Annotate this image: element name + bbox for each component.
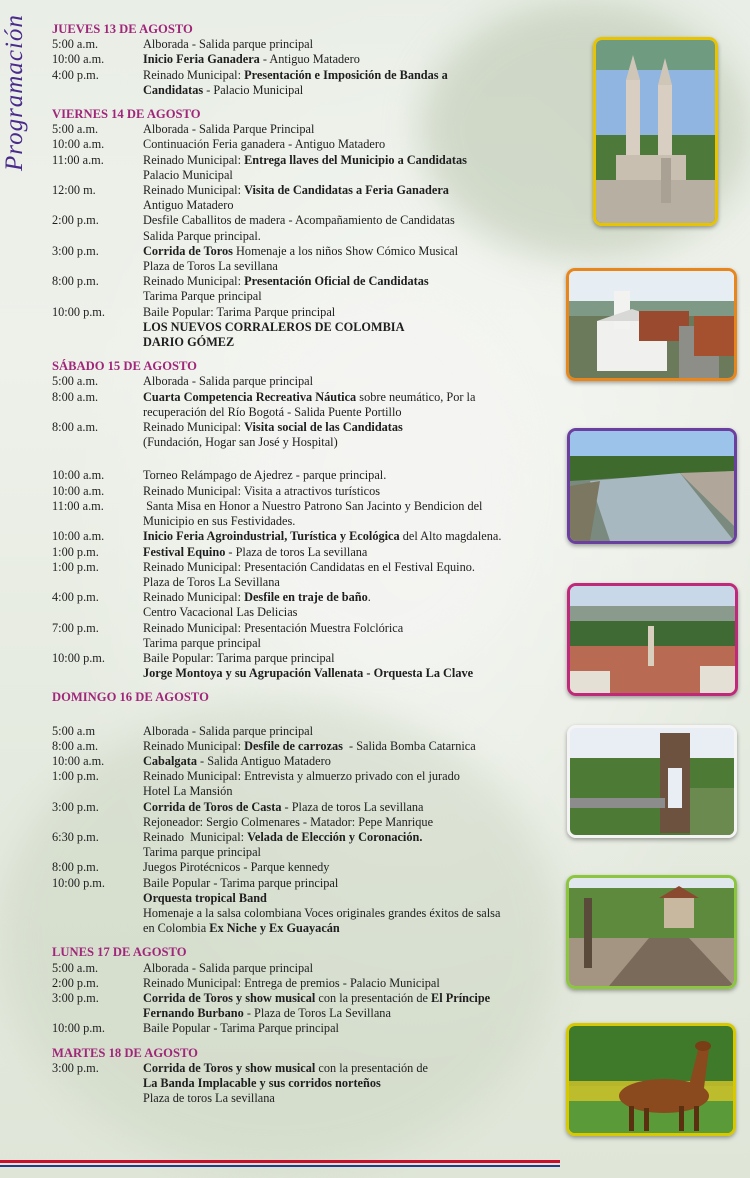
event-text: - Salida Bomba Catarnica bbox=[342, 738, 476, 753]
event-line bbox=[143, 320, 552, 335]
event-row bbox=[52, 529, 552, 544]
day-heading: DOMINGO 16 DE AGOSTO bbox=[52, 690, 209, 705]
event-description bbox=[143, 137, 552, 152]
event-text: - Plaza de toros La sevillana bbox=[281, 799, 424, 814]
event-time: 8:00 a.m. bbox=[52, 420, 99, 435]
event-time: 4:00 p.m. bbox=[52, 590, 99, 605]
event-text-bold: Visita de Candidatas a Feria Ganadera bbox=[244, 183, 449, 198]
event-text: Alborada - Salida parque principal bbox=[143, 723, 314, 738]
event-line bbox=[143, 122, 552, 137]
event-text-bold: Festival Equino bbox=[143, 544, 226, 559]
event-line bbox=[143, 605, 552, 620]
footer-line-red bbox=[0, 1160, 560, 1163]
event-line bbox=[143, 305, 552, 320]
event-description bbox=[143, 37, 552, 52]
event-line bbox=[143, 183, 552, 198]
event-text: Hotel La Mansión bbox=[143, 784, 233, 799]
event-text: Plaza de Toros La Sevillana bbox=[143, 574, 280, 589]
event-text-bold: LOS NUEVOS CORRALEROS DE COLOMBIA bbox=[143, 319, 405, 334]
event-text: Reinado Municipal: bbox=[143, 274, 245, 289]
event-text: con la presentación de bbox=[315, 990, 432, 1005]
event-time: 8:00 p.m. bbox=[52, 274, 99, 289]
event-description bbox=[143, 739, 552, 754]
event-line bbox=[143, 545, 552, 560]
event-text: Reinado Municipal: Presentación Candidatas en el Festival Equino. bbox=[143, 559, 475, 574]
event-line bbox=[143, 651, 552, 666]
event-row bbox=[52, 976, 552, 991]
event-text: Reinado Municipal: bbox=[143, 590, 245, 605]
event-text: Juegos Pirotécnicos - Parque kennedy bbox=[143, 860, 330, 875]
event-text: Continuación Feria ganadera - Antiguo Matadero bbox=[143, 137, 386, 152]
event-row bbox=[52, 244, 552, 274]
event-description bbox=[143, 1061, 552, 1107]
event-time: 12:00 m. bbox=[52, 183, 96, 198]
event-row bbox=[52, 961, 552, 976]
program-list bbox=[52, 22, 552, 1106]
event-text: - Plaza de toros La sevillana bbox=[225, 544, 368, 559]
event-line bbox=[143, 244, 552, 259]
event-line bbox=[143, 724, 552, 739]
event-description bbox=[143, 122, 552, 137]
event-description bbox=[143, 68, 552, 98]
event-row bbox=[52, 830, 552, 860]
event-line bbox=[143, 860, 552, 875]
event-description bbox=[143, 800, 552, 830]
event-row bbox=[52, 68, 552, 98]
event-text-bold: Entrega llaves del Municipio a Candidatas bbox=[244, 152, 467, 167]
event-time: 10:00 a.m. bbox=[52, 137, 105, 152]
event-line bbox=[143, 754, 552, 769]
event-time: 4:00 p.m. bbox=[52, 67, 99, 82]
event-time: 8:00 a.m. bbox=[52, 389, 99, 404]
event-text: Reinado Municipal: bbox=[143, 738, 245, 753]
event-description bbox=[143, 1021, 552, 1036]
event-text-bold: DARIO GÓMEZ bbox=[143, 335, 235, 350]
event-description bbox=[143, 651, 552, 681]
event-line bbox=[143, 769, 552, 784]
event-text: Plaza de Toros La sevillana bbox=[143, 259, 278, 274]
event-line bbox=[143, 168, 552, 183]
event-text: del Alto magdalena. bbox=[399, 529, 502, 544]
event-row bbox=[52, 37, 552, 52]
event-time: 10:00 a.m. bbox=[52, 529, 105, 544]
event-time: 10:00 a.m. bbox=[52, 468, 105, 483]
event-text: Tarima parque principal bbox=[143, 635, 261, 650]
photo-park-kiosk bbox=[566, 875, 737, 989]
event-line bbox=[143, 976, 552, 991]
event-description bbox=[143, 468, 552, 483]
event-row bbox=[52, 876, 552, 937]
event-line bbox=[143, 435, 552, 450]
event-time: 10:00 p.m. bbox=[52, 1021, 105, 1036]
event-row bbox=[52, 499, 552, 529]
event-line bbox=[143, 876, 552, 891]
event-time: 3:00 p.m. bbox=[52, 1060, 99, 1075]
event-line bbox=[143, 921, 552, 936]
event-row bbox=[52, 1021, 552, 1036]
event-row bbox=[52, 590, 552, 620]
event-text: . bbox=[367, 590, 371, 605]
event-description bbox=[143, 390, 552, 420]
event-line bbox=[143, 621, 552, 636]
event-line bbox=[143, 1076, 552, 1091]
event-line bbox=[143, 575, 552, 590]
event-description bbox=[143, 420, 552, 450]
event-line bbox=[143, 335, 552, 350]
event-text: Reinado Municipal: bbox=[143, 420, 245, 435]
event-text-bold: Cuarta Competencia Recreativa Náutica bbox=[143, 389, 357, 404]
event-text: Reinado Municipal: Visita a atractivos turísticos bbox=[143, 483, 381, 498]
event-text: (Fundación, Hogar san José y Hospital) bbox=[143, 435, 338, 450]
event-line bbox=[143, 739, 552, 754]
event-row bbox=[52, 52, 552, 67]
event-row bbox=[52, 484, 552, 499]
event-description bbox=[143, 244, 552, 274]
event-line bbox=[143, 274, 552, 289]
day-heading: SÁBADO 15 DE AGOSTO bbox=[52, 359, 197, 374]
event-text-bold: Corrida de Toros bbox=[143, 243, 233, 258]
event-line bbox=[143, 636, 552, 651]
event-text-bold: Candidatas bbox=[143, 82, 204, 97]
event-text: Baile Popular: Tarima Parque principal bbox=[143, 304, 336, 319]
event-line bbox=[143, 198, 552, 213]
event-row bbox=[52, 769, 552, 799]
event-row bbox=[52, 545, 552, 560]
event-description bbox=[143, 961, 552, 976]
event-text: Palacio Municipal bbox=[143, 167, 233, 182]
event-text: Reinado Municipal: bbox=[143, 67, 245, 82]
event-time: 11:00 a.m. bbox=[52, 498, 104, 513]
event-line bbox=[143, 229, 552, 244]
event-text: Baile Popular - Tarima Parque principal bbox=[143, 1021, 339, 1036]
event-row bbox=[52, 991, 552, 1021]
event-text-bold: Desfile de carrozas bbox=[244, 738, 343, 753]
event-text-bold: Jorge Montoya y su Agrupación Vallenata - Orquesta La Clave bbox=[143, 666, 474, 681]
event-text-bold: Corrida de Toros y show musical bbox=[143, 990, 316, 1005]
event-line bbox=[143, 529, 552, 544]
event-time: 3:00 p.m. bbox=[52, 990, 99, 1005]
event-text: - Palacio Municipal bbox=[203, 82, 304, 97]
event-line bbox=[143, 1021, 552, 1036]
event-description bbox=[143, 560, 552, 590]
event-time: 8:00 p.m. bbox=[52, 860, 99, 875]
event-row bbox=[52, 274, 552, 304]
footer-line-blue bbox=[0, 1165, 560, 1167]
event-line bbox=[143, 1061, 552, 1076]
event-text: sobre neumático, Por la bbox=[356, 389, 476, 404]
event-time: 5:00 a.m. bbox=[52, 122, 99, 137]
photo-horse bbox=[566, 1023, 736, 1136]
event-text-bold: Inicio Feria Agroindustrial, Turística y Ecológica bbox=[143, 529, 400, 544]
event-time: 1:00 p.m. bbox=[52, 769, 99, 784]
event-line bbox=[143, 560, 552, 575]
event-text: Reinado Municipal: Entrega de premios - Palacio Municipal bbox=[143, 975, 440, 990]
event-description bbox=[143, 754, 552, 769]
photo-church-towers bbox=[593, 37, 718, 226]
event-time: 8:00 a.m. bbox=[52, 738, 99, 753]
event-line bbox=[143, 845, 552, 860]
event-row bbox=[52, 800, 552, 830]
event-line bbox=[143, 468, 552, 483]
event-line bbox=[143, 906, 552, 921]
event-row bbox=[52, 420, 552, 450]
event-description bbox=[143, 499, 552, 529]
event-line bbox=[143, 52, 552, 67]
event-row bbox=[52, 122, 552, 137]
event-row bbox=[52, 651, 552, 681]
event-line bbox=[143, 830, 552, 845]
event-line bbox=[143, 37, 552, 52]
event-text-bold: La Banda Implacable y sus corridos norteños bbox=[143, 1076, 381, 1090]
event-time: 11:00 a.m. bbox=[52, 152, 104, 167]
event-description bbox=[143, 876, 552, 937]
event-line bbox=[143, 68, 552, 83]
event-description bbox=[143, 545, 552, 560]
event-description bbox=[143, 213, 552, 243]
event-text: Baile Popular - Tarima parque principal bbox=[143, 875, 339, 890]
event-time: 10:00 a.m. bbox=[52, 483, 105, 498]
event-text: - Salida Antiguo Matadero bbox=[196, 753, 331, 768]
event-text: Alborada - Salida Parque Principal bbox=[143, 122, 315, 137]
event-time: 2:00 p.m. bbox=[52, 975, 99, 990]
event-text: Plaza de toros La sevillana bbox=[143, 1091, 275, 1106]
event-text: Homenaje a la salsa colombiana Voces originales grandes éxitos de salsa bbox=[143, 905, 501, 920]
event-row bbox=[52, 860, 552, 875]
event-text: Reinado Municipal: bbox=[143, 829, 248, 844]
event-text: Salida Parque principal. bbox=[143, 228, 261, 243]
day-heading: JUEVES 13 DE AGOSTO bbox=[52, 22, 193, 36]
event-line bbox=[143, 484, 552, 499]
event-time: 2:00 p.m. bbox=[52, 213, 99, 228]
event-description bbox=[143, 529, 552, 544]
event-text-bold: Velada de Elección y Coronación. bbox=[247, 829, 423, 844]
event-row bbox=[52, 621, 552, 651]
event-text: Alborada - Salida parque principal bbox=[143, 374, 314, 389]
event-line bbox=[143, 83, 552, 98]
event-description bbox=[143, 590, 552, 620]
event-line bbox=[143, 374, 552, 389]
event-text: recuperación del Río Bogotá - Salida Puente Portillo bbox=[143, 404, 402, 419]
event-row bbox=[52, 468, 552, 483]
event-text: - Antiguo Matadero bbox=[259, 52, 360, 67]
event-line bbox=[143, 289, 552, 304]
event-text-bold: Desfile en traje de baño bbox=[244, 590, 368, 605]
event-time: 5:00 a.m. bbox=[52, 374, 99, 389]
event-line bbox=[143, 784, 552, 799]
event-text-bold: Orquesta tropical Band bbox=[143, 890, 267, 905]
event-description bbox=[143, 976, 552, 991]
event-text: Homenaje a los niños Show Cómico Musical bbox=[232, 243, 459, 258]
event-row bbox=[52, 1061, 552, 1107]
event-line bbox=[143, 259, 552, 274]
event-description bbox=[143, 991, 552, 1021]
event-text: Reinado Municipal: Presentación Muestra Folclórica bbox=[143, 620, 404, 635]
photo-plaza bbox=[567, 583, 738, 696]
event-line bbox=[143, 800, 552, 815]
event-description bbox=[143, 52, 552, 67]
event-description bbox=[143, 724, 552, 739]
event-text: Torneo Relámpago de Ajedrez - parque principal. bbox=[143, 468, 387, 483]
event-text-bold: Fernando Burbano bbox=[143, 1006, 244, 1021]
event-time: 7:00 p.m. bbox=[52, 620, 99, 635]
event-time: 3:00 p.m. bbox=[52, 799, 99, 814]
event-row bbox=[52, 560, 552, 590]
event-line bbox=[143, 590, 552, 605]
event-description bbox=[143, 274, 552, 304]
event-line bbox=[143, 1006, 552, 1021]
event-text-bold: Visita social de las Candidatas bbox=[244, 420, 403, 435]
event-row bbox=[52, 739, 552, 754]
day-heading: MARTES 18 DE AGOSTO bbox=[52, 1045, 198, 1060]
event-time: 1:00 p.m. bbox=[52, 544, 99, 559]
event-row bbox=[52, 213, 552, 243]
event-time: 5:00 a.m. bbox=[52, 37, 99, 52]
event-description bbox=[143, 153, 552, 183]
event-row bbox=[52, 183, 552, 213]
event-description bbox=[143, 305, 552, 351]
event-text: Alborada - Salida parque principal bbox=[143, 960, 314, 975]
photo-white-chapel bbox=[566, 268, 737, 381]
event-text: Centro Vacacional Las Delicias bbox=[143, 605, 298, 620]
event-row bbox=[52, 137, 552, 152]
event-line bbox=[143, 499, 552, 514]
event-time: 1:00 p.m. bbox=[52, 559, 99, 574]
photo-river bbox=[567, 428, 737, 544]
event-text: Santa Misa en Honor a Nuestro Patrono San Jacinto y Bendicion del bbox=[143, 498, 483, 513]
event-line bbox=[143, 1091, 552, 1106]
event-time: 10:00 a.m. bbox=[52, 753, 105, 768]
event-row bbox=[52, 305, 552, 351]
day-heading: LUNES 17 DE AGOSTO bbox=[52, 945, 187, 960]
event-text: Rejoneador: Sergio Colmenares - Matador: Pepe Manrique bbox=[143, 814, 434, 829]
event-line bbox=[143, 153, 552, 168]
event-line bbox=[143, 961, 552, 976]
event-text-bold: Cabalgata bbox=[143, 753, 197, 768]
event-text-bold: Corrida de Toros de Casta bbox=[143, 799, 282, 814]
event-description bbox=[143, 830, 552, 860]
event-line bbox=[143, 137, 552, 152]
event-time: 6:30 p.m. bbox=[52, 829, 99, 844]
event-line bbox=[143, 666, 552, 681]
event-line bbox=[143, 213, 552, 228]
event-time: 10:00 p.m. bbox=[52, 875, 105, 890]
event-text: - Plaza de Toros La Sevillana bbox=[243, 1006, 391, 1021]
event-time: 10:00 a.m. bbox=[52, 52, 105, 67]
event-description bbox=[143, 183, 552, 213]
event-line bbox=[143, 420, 552, 435]
event-line bbox=[143, 514, 552, 529]
event-description bbox=[143, 860, 552, 875]
day-heading: VIERNES 14 DE AGOSTO bbox=[52, 107, 201, 122]
event-line bbox=[143, 405, 552, 420]
event-description bbox=[143, 374, 552, 389]
event-line bbox=[143, 891, 552, 906]
event-text-bold: Presentación Oficial de Candidatas bbox=[244, 274, 429, 289]
event-time: 5:00 a.m bbox=[52, 723, 96, 738]
event-text: Baile Popular: Tarima parque principal bbox=[143, 650, 335, 665]
event-text-bold: Ex Niche y Ex Guayacán bbox=[209, 921, 340, 936]
event-text: Tarima parque principal bbox=[143, 845, 261, 860]
event-text: Reinado Municipal: Entrevista y almuerzo privado con el jurado bbox=[143, 769, 460, 784]
event-text-bold: Inicio Feria Ganadera bbox=[143, 52, 260, 67]
event-description bbox=[143, 621, 552, 651]
event-text: Tarima Parque principal bbox=[143, 289, 262, 304]
event-text: Municipio en sus Festividades. bbox=[143, 514, 296, 529]
event-description bbox=[143, 484, 552, 499]
event-text-bold: El Príncipe bbox=[431, 990, 491, 1005]
event-time: 3:00 p.m. bbox=[52, 243, 99, 258]
event-text: con la presentación de bbox=[315, 1060, 428, 1075]
event-text: en Colombia bbox=[143, 921, 210, 936]
event-row bbox=[52, 724, 552, 739]
event-row bbox=[52, 153, 552, 183]
event-time: 10:00 p.m. bbox=[52, 304, 105, 319]
event-row bbox=[52, 754, 552, 769]
event-description bbox=[143, 769, 552, 799]
event-line bbox=[143, 815, 552, 830]
event-time: 5:00 a.m. bbox=[52, 960, 99, 975]
event-text-bold: Presentación e Imposición de Bandas a bbox=[244, 67, 448, 82]
event-text-bold: Corrida de Toros y show musical bbox=[143, 1060, 316, 1075]
event-text: Desfile Caballitos de madera - Acompañamiento de Candidatas bbox=[143, 213, 455, 228]
photo-old-bridge bbox=[567, 725, 737, 838]
event-text: Reinado Municipal: bbox=[143, 152, 245, 167]
event-text: Antiguo Matadero bbox=[143, 198, 234, 213]
event-time: 10:00 p.m. bbox=[52, 650, 105, 665]
event-text: Reinado Municipal: bbox=[143, 183, 245, 198]
event-text: Alborada - Salida parque principal bbox=[143, 37, 314, 52]
event-line bbox=[143, 991, 552, 1006]
event-line bbox=[143, 390, 552, 405]
event-row bbox=[52, 390, 552, 420]
event-row bbox=[52, 374, 552, 389]
page-title: Programación bbox=[1, 14, 28, 171]
